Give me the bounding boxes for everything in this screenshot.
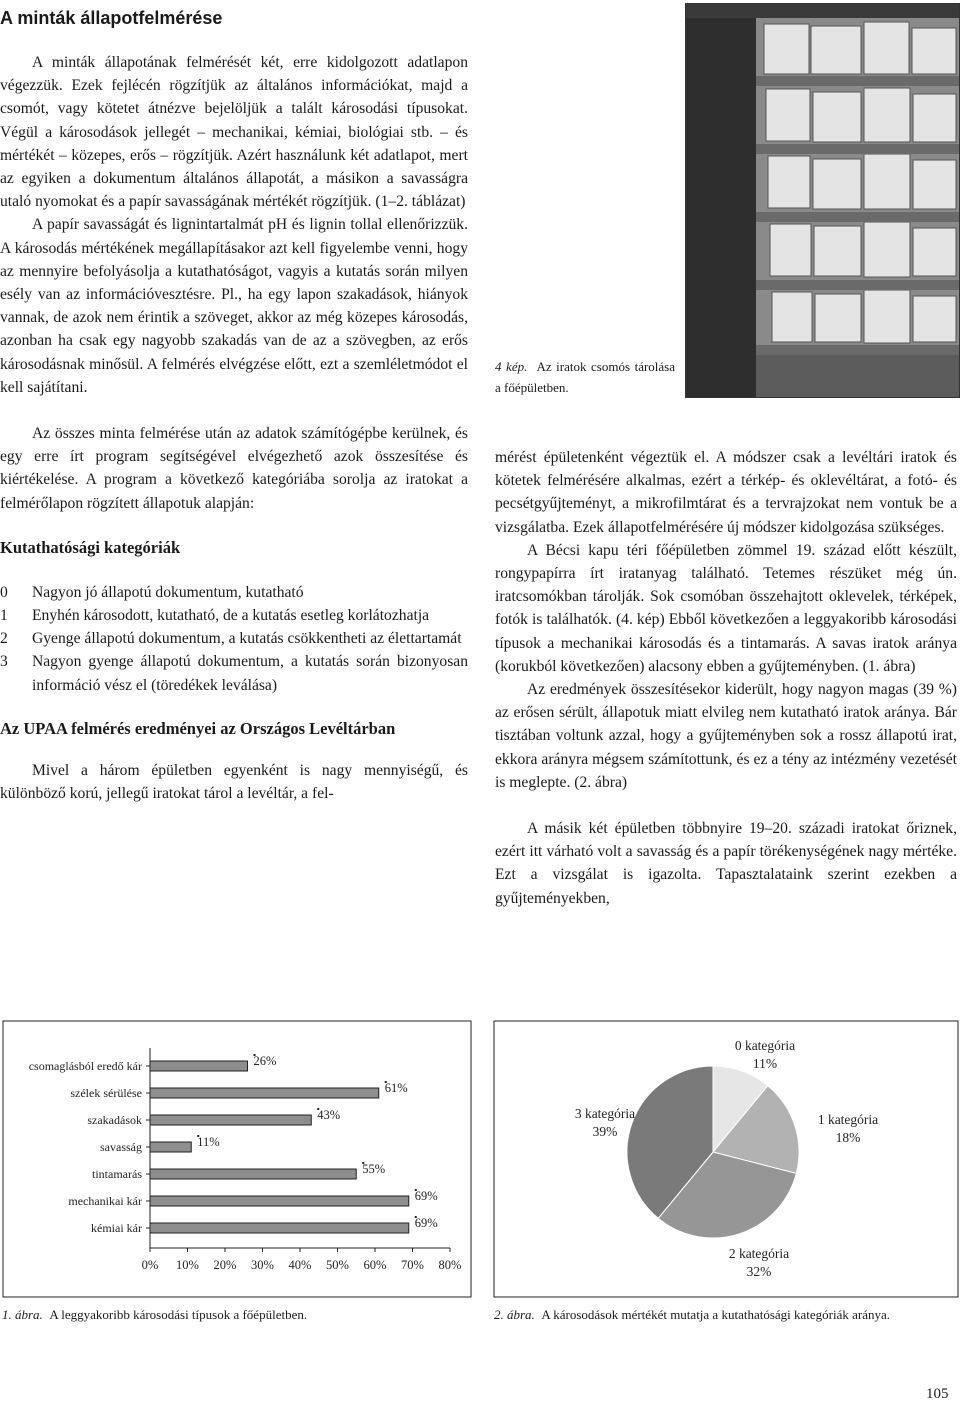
bar — [150, 1061, 248, 1071]
damage-types-bar-chart — [2, 1020, 472, 1298]
page-number: 105 — [926, 1386, 949, 1402]
data-label: 55% — [362, 1162, 386, 1176]
slice-label: 1 kategória — [817, 1112, 879, 1127]
left-column — [0, 51, 468, 805]
photo-caption — [495, 356, 675, 398]
list-item — [0, 581, 468, 604]
caption-label: 4 kép. — [495, 359, 528, 374]
section-heading: A minták állapotfelmérése — [0, 8, 223, 28]
slice-value: 39% — [592, 1124, 618, 1139]
slice-label: 0 kategória — [734, 1038, 796, 1053]
photo-image — [686, 4, 959, 397]
category-text: Enyhén károsodott, kutatható, de a kutatás esetleg korlátozhatja — [32, 607, 430, 625]
figure2-caption — [494, 1305, 958, 1325]
paragraph: Az eredmények összesítésekor kiderült, hogy nagyon magas (39 %) az erősen sérült, állapotuk miatt elvileg nem kutatható iratok aránya. Bár tisztában voltunk azzal, hogy a gyűjteményben sok a rossz állapotú irat, ekkora arányra mégsem számítottunk, és ez a tény az intézmény vezetését is meglepte. (2. ábra) — [495, 681, 957, 791]
right-column — [495, 446, 957, 910]
data-label: 69% — [414, 1216, 438, 1230]
bar-chart-svg — [2, 1020, 472, 1298]
data-label: 26% — [253, 1054, 277, 1068]
category-text: Nagyon gyenge állapotú dokumentum, a kutatás során bizonyosan információ vész el (töredékek leválása) — [32, 653, 468, 694]
x-tick-label: 40% — [288, 1258, 312, 1272]
category-label: csomaglásból eredő kár — [28, 1059, 142, 1073]
x-tick-label: 10% — [176, 1258, 199, 1272]
caption-label: 1. ábra. — [2, 1307, 43, 1322]
bar — [150, 1115, 311, 1125]
caption-text: A leggyakoribb károsodási típusok a főépületben. — [49, 1307, 308, 1322]
paragraph: Az összes minta felmérése után az adatok számítógépbe kerülnek, és egy erre írt program segítségével elvégezhető azok összesítése és kiértékelése. A program a következő kategóriába sorolja az iratokat a felmérőlapon rögzített állapotuk alapján: — [0, 425, 468, 512]
x-tick-label: 30% — [251, 1258, 274, 1272]
data-label: 11% — [197, 1135, 220, 1149]
category-number: 2 — [0, 630, 8, 648]
slice-value: 11% — [752, 1056, 778, 1071]
x-tick-label: 50% — [326, 1258, 349, 1272]
paragraph: Mivel a három épületben egyenként is nagy mennyiségű, és különböző korú, jellegű iratokat tárol a levéltár, a fel- — [0, 761, 468, 803]
caption-text: A károsodások mértékét mutatja a kutathatósági kategóriák aránya. — [541, 1307, 891, 1322]
slice-value: 32% — [746, 1264, 772, 1279]
subheading-results: Az UPAA felmérés eredményei az Országos Levéltárban — [0, 718, 396, 738]
list-item — [0, 627, 468, 650]
bar — [150, 1088, 379, 1098]
category-number: 3 — [0, 653, 8, 671]
caption-text: Az iratok csomós tárolása a főépületben. — [495, 359, 676, 395]
archive-shelves-photo — [685, 3, 960, 398]
figure1-caption — [2, 1305, 472, 1325]
subheading-categories: Kutathatósági kategóriák — [0, 537, 181, 557]
x-tick-label: 20% — [213, 1258, 237, 1272]
data-label: 69% — [414, 1189, 438, 1203]
category-label: szélek sérülése — [70, 1086, 142, 1100]
x-tick-label: 0% — [141, 1258, 159, 1272]
data-label: 61% — [384, 1081, 408, 1095]
pie-chart-svg — [493, 1020, 959, 1298]
category-label: savasság — [100, 1140, 142, 1154]
x-tick-label: 80% — [438, 1258, 462, 1272]
category-number: 1 — [0, 607, 8, 625]
list-item — [0, 650, 468, 696]
paragraph: A másik két épületben többnyire 19–20. századi iratokat őriznek, ezért itt várható volt a savasság és a papír törékenységének nagy mértéke. Ezt a vizsgálat is igazolta. Tapasztalataink szerint ezekben a gyűjteményekben, — [495, 820, 957, 907]
categories-pie-chart — [493, 1020, 959, 1298]
paragraph: mérést épületenként végeztük el. A módszer csak a levéltári iratok és kötetek felmérésére alkalmas, ezért a térkép- és oklevéltárat, a fotó- és pecsétgyűjteményt, a mikrofilmtárat és a tervrajzokat nem vontuk be a vizsgálatba. Ezek állapotfelmérésére új módszer kidolgozása szükséges. — [495, 449, 957, 536]
bar — [150, 1142, 191, 1152]
x-tick-label: 60% — [363, 1258, 387, 1272]
category-list — [0, 581, 468, 697]
category-text: Nagyon jó állapotú dokumentum, kutatható — [32, 583, 304, 601]
category-text: Gyenge állapotú dokumentum, a kutatás csökkentheti az élettartamát — [32, 630, 462, 648]
x-tick-label: 70% — [401, 1258, 424, 1272]
slice-label: 3 kategória — [574, 1106, 636, 1121]
category-label: kémiai kár — [91, 1221, 142, 1235]
bar — [150, 1223, 409, 1233]
category-label: szakadások — [87, 1113, 142, 1127]
list-item — [0, 604, 468, 627]
category-number: 0 — [0, 583, 8, 601]
bar — [150, 1169, 356, 1179]
paragraph: A minták állapotának felmérését két, erre kidolgozott adatlapon végezzük. Ezek fejlécén rögzítjük az általános információkat, majd a csomót, vagy kötetet átnézve bejelöljük a talált károsodási típusokat. Végül a károsodások jellegét – mechanikai, kémiai, biológiai stb. – és mértékét – közepes, erős – rögzítjük. Azért használunk két adatlapot, mert az egyiken a dokumentum általános állapotát, a másikon a savasságra utaló nyomokat és a papír savasságának mértékét rögzítjük. (1–2. táblázat) — [0, 54, 468, 211]
caption-label: 2. ábra. — [494, 1307, 535, 1322]
slice-label: 2 kategória — [728, 1246, 790, 1261]
slice-value: 18% — [835, 1130, 861, 1145]
category-label: mechanikai kár — [68, 1194, 142, 1208]
data-label: 43% — [317, 1108, 341, 1122]
bar — [150, 1196, 409, 1206]
category-label: tintamarás — [92, 1167, 142, 1181]
paragraph: A Bécsi kapu téri főépületben zömmel 19. század előtt készült, rongypapírra írt iratanyag található. Tetemes részüket még ún. iratcsomókban tárolják. Sok csomóban összehajtott oklevelek, térképek, fotók is találhatók. (4. kép) Ebből következően a leggyakoribb károsodási típusok a mechanikai károsodás és a tintamarás. A savas iratok aránya (korukból következően) alacsony ebben a gyűjteményben. (1. ábra) — [495, 541, 957, 675]
paragraph: A papír savasságát és lignintartalmát pH és lignin tollal ellenőrizzük. A károsodás mértékének megállapításakor azt kell figyelembe venni, hogy az mennyire befolyásolja a kutathatóságot, vagyis a kutatás során milyen esély van az információvesztésre. Pl., ha egy lapon szakadások, hiányok vannak, de azok nem érintik a szöveget, akkor az még közepes károsodás, azonban ha csak egy nagyobb szakadás van de az a szövegben, az erős károsodásnak minősül. A felmérés elvégzése előtt, ezt a szemléletmódot el kell sajátítani. — [0, 216, 468, 396]
